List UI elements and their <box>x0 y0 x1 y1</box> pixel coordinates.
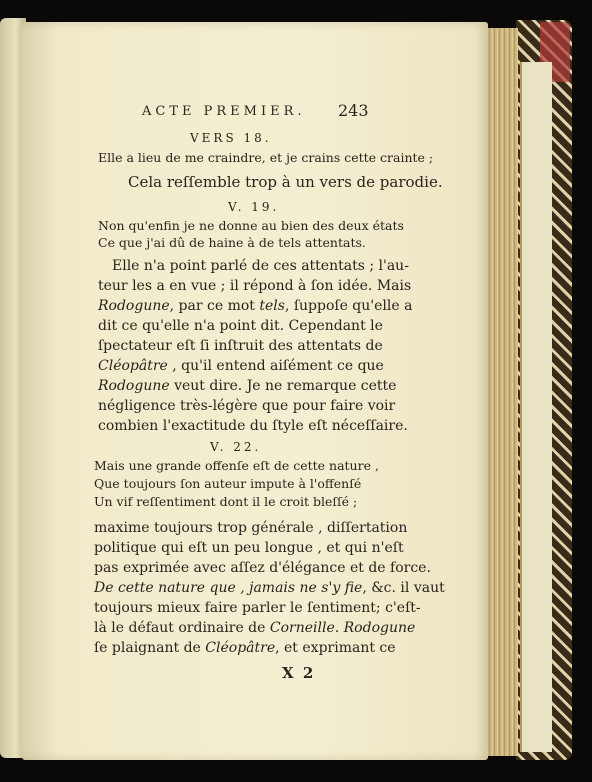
verse-line: Mais une grande offenſe eſt de cette nature , <box>94 458 379 473</box>
prose-line: dit ce qu'elle n'a point dit. Cependant le <box>98 318 383 334</box>
prose-line: toujours mieux faire parler le ſentiment; c'eſt- <box>94 600 421 616</box>
section-heading: VERS 18. <box>190 131 272 145</box>
section-heading: V. 19. <box>228 200 280 214</box>
prose-fragment: , par ce mot <box>169 298 260 314</box>
prose-fragment: là le défaut ordinaire de <box>94 620 270 636</box>
prose-line: Elle n'a point parlé de ces attentats ; l'au- <box>112 258 409 274</box>
prose-fragment: , et exprimant ce <box>275 640 396 656</box>
prose-line: pas exprimée avec aſſez d'élégance et de force. <box>94 560 431 576</box>
prose-line: teur les a en vue ; il répond à ſon idée. Mais <box>98 278 412 294</box>
prose-line <box>98 378 396 394</box>
prose-line <box>94 620 415 636</box>
prose-fragment: ſe plaignant de <box>94 640 206 656</box>
italic-name: Corneille. Rodogune <box>269 620 416 636</box>
verse-line: Elle a lieu de me craindre, et je crains cette crainte ; <box>98 150 434 165</box>
italic-name: Rodogune <box>98 298 170 314</box>
prose-fragment: , &c. il vaut <box>362 580 445 596</box>
page-edges <box>486 28 518 756</box>
italic-name: Cléopâtre <box>98 358 168 374</box>
section-heading: V. 22. <box>210 440 262 454</box>
prose-fragment: veut dire. Je ne remarque cette <box>169 378 397 394</box>
italic-name: Cléopâtre <box>205 640 276 656</box>
verse-line: Non qu'enfin je ne donne au bien des deux états <box>98 218 404 233</box>
prose-line: négligence très-légère que pour faire voir <box>98 398 396 414</box>
prose-line: ſpectateur eſt ſi inſtruit des attentats de <box>98 338 383 354</box>
prose-line: combien l'exactitude du ſtyle eſt néceſſaire. <box>98 418 408 434</box>
prose-line: maxime toujours trop générale , diſſertation <box>94 520 408 536</box>
italic-quote: De cette nature que , jamais ne s'y fie <box>94 580 363 596</box>
italic-name: Rodogune <box>98 378 170 394</box>
prose-line <box>98 358 384 374</box>
italic-word: tels <box>259 298 285 314</box>
running-title: ACTE PREMIER. <box>142 104 306 119</box>
prose-fragment: , ſuppoſe qu'elle a <box>284 298 413 314</box>
verse-line: Ce que j'ai dû de haine à de tels attentats. <box>98 235 366 250</box>
verse-line: Un vif reſſentiment dont il le croit bleſſé ; <box>94 494 358 509</box>
prose-line <box>94 640 396 656</box>
signature-mark: X 2 <box>282 664 316 682</box>
prose-line: politique qui eſt un peu longue , et qui n'eſt <box>94 540 404 556</box>
verse-line: Que toujours ſon auteur impute à l'offenſé <box>94 476 362 491</box>
text-line: Cela reſſemble trop à un vers de parodie. <box>128 173 443 191</box>
prose-line <box>98 298 412 314</box>
page-number: 243 <box>338 101 369 120</box>
prose-fragment: , qu'il entend aiſément ce que <box>167 358 384 374</box>
endpaper <box>520 62 552 752</box>
prose-line <box>94 580 445 596</box>
